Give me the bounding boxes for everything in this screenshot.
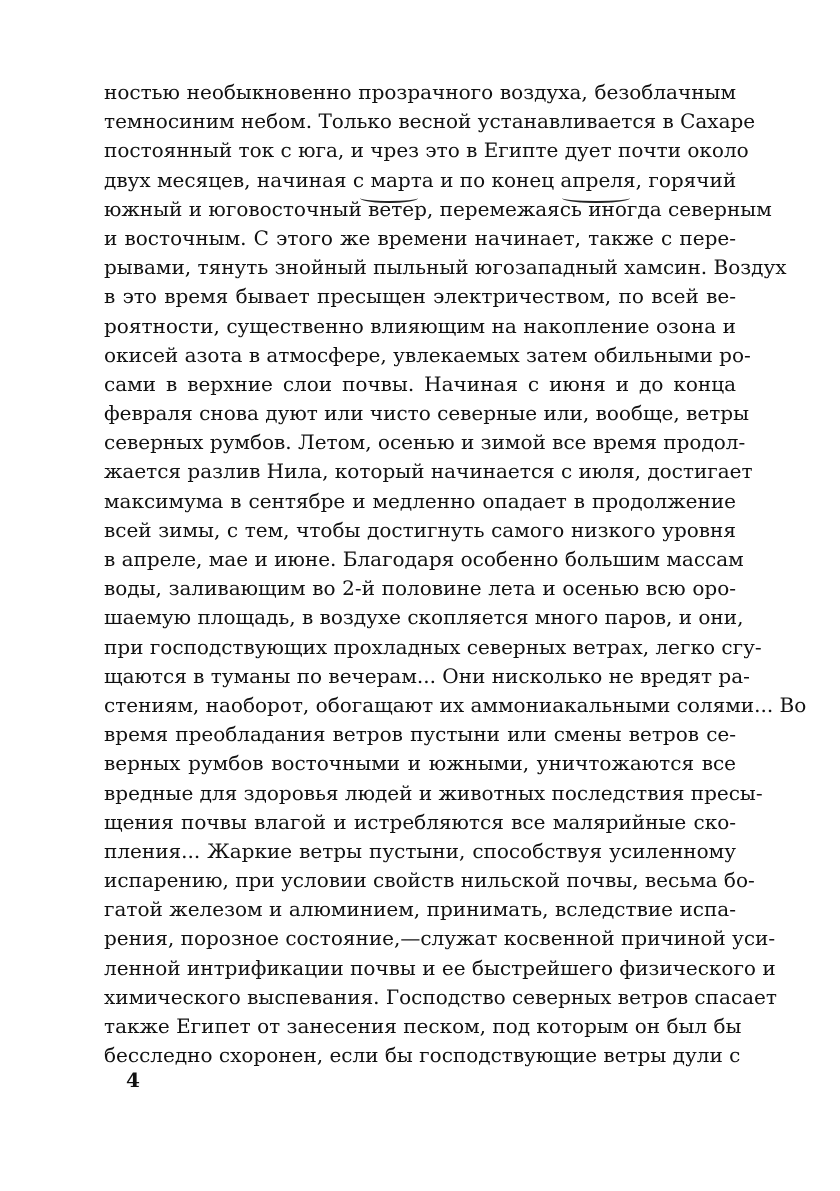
pencil-underline-march-mark [360,193,418,203]
text-line: ленной интрификации почвы и ее быстрейшего физического и [104,955,776,980]
text-line: роятности, существенно влияющим на накопление озона и [104,313,736,338]
body-text [104,78,807,1070]
text-line: воды, заливающим во 2-й половине лета и осенью всю оро- [104,576,736,601]
text-line: рывами, тянуть знойный пыльный югозападный хамсин. Воздух [104,255,787,280]
text-line: пления... Жаркие ветры пустыни, способствуя усиленному [104,838,736,863]
text-line: шаемую площадь, в воздухе скопляется много паров, и они, [104,605,744,630]
text-line: постоянный ток с юга, и чрез это в Египте дует почти около [104,138,749,163]
text-line: щаются в туманы по вечерам... Они нисколько не вредят ра- [104,663,750,688]
text-line: вредные для здоровья людей и животных последствия пресы- [104,780,763,805]
text-line: максимума в сентябре и медленно опадает в продолжение [104,488,736,513]
text-line: двух месяцев, начиная с марта и по конец апреля, горячий [104,167,737,192]
text-line: темносиним небом. Только весной устанавливается в Сахаре [104,109,756,134]
text-line: южный и юговосточный ветер, перемежаясь иногда северным [104,196,772,221]
text-line: жается разлив Нила, который начинается с июля, достигает [104,459,753,484]
text-line: северных румбов. Летом, осенью и зимой все время продол- [104,430,746,455]
text-line: испарению, при условии свойств нильской почвы, весьма бо- [104,868,755,893]
text-line: окисей азота в атмосфере, увлекаемых затем обильными ро- [104,342,751,367]
text-line: рения, порозное состояние,—служат косвенной причиной уси- [104,926,776,951]
text-line: в апреле, мае и июне. Благодаря особенно большим массам [104,547,744,571]
text-line: время преобладания ветров пустыни или смены ветров се- [104,722,736,747]
text-line: щения почвы влагой и истребляются все малярийные ско- [104,809,736,834]
text-line: февраля снова дуют или чисто северные или, вообще, ветры [104,401,749,426]
text-line: при господствующих прохладных северных ветрах, легко сгу- [104,634,762,659]
text-line: всей зимы, с тем, чтобы достигнуть самого низкого уровня [104,517,736,542]
text-line: верных румбов восточными и южными, уничтожаются все [104,751,736,776]
text-line: сами в верхние слои почвы. Начиная с июня и до конца [104,371,736,396]
text-line: гатой железом и алюминием, принимать, вследствие испа- [104,897,736,922]
pencil-underline-april-mark [562,193,630,203]
text-line: также Египет от занесения песком, под которым он был бы [104,1014,742,1038]
text-line: бесследно схоронен, если бы господствующие ветры дули с [104,1043,741,1068]
text-line: стениям, наоборот, обогащают их аммониакальными солями... Во [104,692,807,717]
text-line: и восточным. С этого же времени начинает, также с пере- [104,225,736,250]
text-line: ностью необыкновенно прозрачного воздуха, безоблачным [104,80,736,104]
text-line: в это время бывает пресыщен электричеством, по всей ве- [104,284,736,309]
text-line: химического выспевания. Господство северных ветров спасает [104,984,777,1009]
page-number: 4 [126,1068,140,1092]
